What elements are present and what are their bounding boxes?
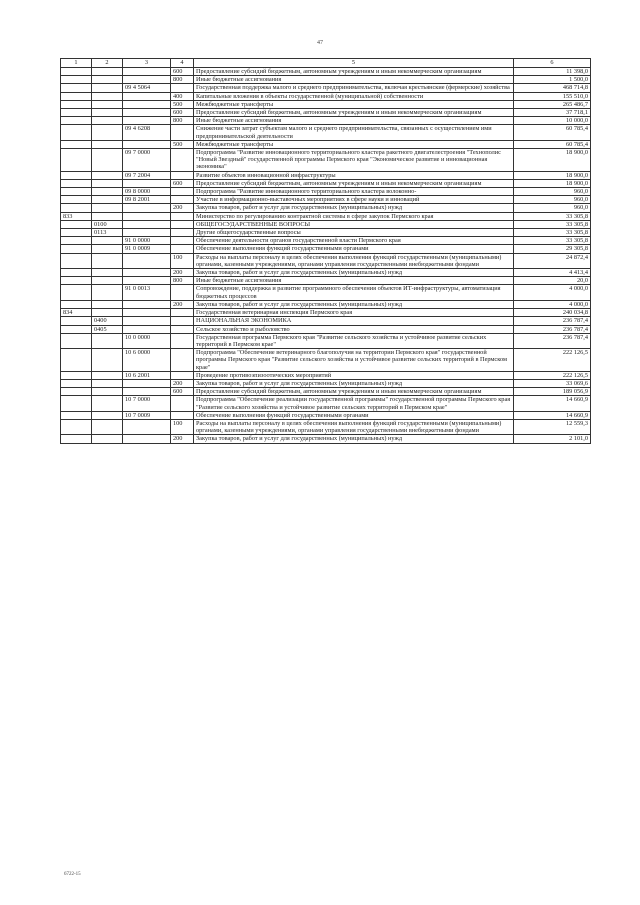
target-article-code-cell [123,300,171,308]
expense-type-code-cell [171,371,194,379]
ministry-code-cell [61,388,92,396]
amount-cell: 960,0 [514,204,591,212]
expense-type-code-cell [171,349,194,372]
section-code-cell [92,245,123,253]
description-cell: Государственная ветеринарная инспекция Пермского края [194,309,514,317]
description-cell: Снижение части затрат субъектам малого и среднего предпринимательства, связанных с осуществлением ими предпринимательской деятельности [194,125,514,140]
ministry-code-cell [61,277,92,285]
ministry-code-cell [61,317,92,325]
ministry-code-cell [61,379,92,387]
ministry-code-cell [61,109,92,117]
amount-cell: 2 101,0 [514,435,591,443]
section-code-cell [92,285,123,300]
description-cell: Обеспечение деятельности органов государственной власти Пермского края [194,237,514,245]
section-code-cell [92,92,123,100]
section-code-cell [92,140,123,148]
expense-type-code-cell: 600 [171,179,194,187]
document-code: 6722-15 [64,872,81,877]
amount-cell: 18 900,0 [514,149,591,172]
ministry-code-cell [61,349,92,372]
expense-type-code-cell: 800 [171,277,194,285]
target-article-code-cell [123,309,171,317]
table-row [61,179,591,187]
target-article-code-cell [123,117,171,125]
expense-type-code-cell: 100 [171,419,194,434]
ministry-code-cell [61,419,92,434]
description-cell: Обеспечение выполнения функций государственными органами [194,245,514,253]
section-code-cell [92,117,123,125]
amount-cell: 33 305,8 [514,220,591,228]
target-article-code-cell: 09 7 2004 [123,171,171,179]
target-article-code-cell [123,76,171,84]
description-cell: Государственная программа Пермского края "Развитие сельского хозяйства и устойчивое развитие сельских территорий в Пермском крае" [194,333,514,348]
amount-cell: 33 305,8 [514,229,591,237]
section-code-cell [92,149,123,172]
table-row [61,117,591,125]
section-code-cell [92,109,123,117]
expense-type-code-cell [171,285,194,300]
amount-cell: 24 872,4 [514,253,591,268]
table-row [61,317,591,325]
section-code-cell [92,309,123,317]
table-row [61,379,591,387]
ministry-code-cell [61,125,92,140]
target-article-code-cell: 91 0 0013 [123,285,171,300]
section-code-cell [92,196,123,204]
target-article-code-cell [123,140,171,148]
description-cell: Участие в информационно-выставочных мероприятиях в сфере науки и инноваций [194,196,514,204]
description-cell: Расходы на выплаты персоналу в целях обеспечения выполнения функций государственными (муниципальными) органами, казенными учреждениями, органами управления государственными внебюджетными фондами [194,419,514,434]
section-code-cell [92,253,123,268]
target-article-code-cell: 09 8 0000 [123,188,171,196]
target-article-code-cell [123,68,171,76]
target-article-code-cell [123,204,171,212]
amount-cell: 20,0 [514,277,591,285]
section-code-cell: 0100 [92,220,123,228]
table-row [61,68,591,76]
target-article-code-cell [123,419,171,434]
expense-type-code-cell [171,149,194,172]
target-article-code-cell: 10 0 0000 [123,333,171,348]
expense-type-code-cell: 600 [171,68,194,76]
amount-cell: 236 787,4 [514,325,591,333]
amount-cell: 60 785,4 [514,140,591,148]
ministry-code-cell [61,325,92,333]
amount-cell: 468 714,8 [514,84,591,92]
description-cell: Закупка товаров, работ и услуг для государственных (муниципальных) нужд [194,300,514,308]
section-code-cell [92,204,123,212]
section-code-cell [92,125,123,140]
expense-type-code-cell [171,396,194,411]
amount-cell: 155 510,0 [514,92,591,100]
section-code-cell [92,300,123,308]
target-article-code-cell: 91 0 0000 [123,237,171,245]
table-row [61,171,591,179]
table-row [61,109,591,117]
table-row [61,435,591,443]
ministry-code-cell [61,76,92,84]
target-article-code-cell: 91 0 0009 [123,245,171,253]
ministry-code-cell [61,411,92,419]
amount-cell: 4 000,0 [514,300,591,308]
description-cell: Межбюджетные трансферты [194,140,514,148]
table-row [61,388,591,396]
amount-cell: 236 787,4 [514,317,591,325]
table-row [61,269,591,277]
table-row [61,188,591,196]
table-row [61,229,591,237]
amount-cell: 33 305,8 [514,212,591,220]
header-cell: 1 [61,59,92,68]
ministry-code-cell [61,140,92,148]
table-row [61,309,591,317]
table-row [61,300,591,308]
description-cell: Государственная поддержка малого и среднего предпринимательства, включая крестьянские (фермерские) хозяйства [194,84,514,92]
expense-type-code-cell: 600 [171,109,194,117]
expense-type-code-cell [171,237,194,245]
target-article-code-cell [123,220,171,228]
description-cell: ОБЩЕГОСУДАРСТВЕННЫЕ ВОПРОСЫ [194,220,514,228]
header-cell: 3 [123,59,171,68]
target-article-code-cell [123,277,171,285]
expense-type-code-cell: 200 [171,435,194,443]
description-cell: Предоставление субсидий бюджетным, автономным учреждениям и иным некоммерческим организациям [194,388,514,396]
section-code-cell [92,277,123,285]
description-cell: Предоставление субсидий бюджетным, автономным учреждениям и иным некоммерческим организациям [194,68,514,76]
expense-type-code-cell [171,245,194,253]
target-article-code-cell: 10 7 0000 [123,396,171,411]
table-row [61,92,591,100]
ministry-code-cell [61,68,92,76]
header-cell: 5 [194,59,514,68]
description-cell: Другие общегосударственные вопросы [194,229,514,237]
target-article-code-cell [123,253,171,268]
expense-type-code-cell: 500 [171,140,194,148]
section-code-cell [92,171,123,179]
description-cell: Подпрограмма "Обеспечение ветеринарного благополучия на территории Пермского края" государственной программы Пермского края "Развитие сельского хозяйства и устойчивое развитие сельских территорий в Пермском крае" [194,349,514,372]
expense-type-code-cell: 800 [171,117,194,125]
table-row [61,411,591,419]
amount-cell: 11 398,0 [514,68,591,76]
expense-type-code-cell [171,188,194,196]
table-row [61,76,591,84]
description-cell: Капитальные вложения в объекты государственной (муниципальной) собственности [194,92,514,100]
expense-type-code-cell: 200 [171,269,194,277]
description-cell: Подпрограмма "Развитие инновационного территориального кластера ракетного двигателестроения "Технополис "Новый Звездный" государственной программы Пермского края "Экономическое развитие и инновационная экономика" [194,149,514,172]
ministry-code-cell [61,196,92,204]
ministry-code-cell [61,435,92,443]
ministry-code-cell [61,333,92,348]
description-cell: Подпрограмма "Обеспечение реализации государственной программы" государственной программы Пермского края "Развитие сельского хозяйства и устойчивое развитие сельских территорий в Пермском крае" [194,396,514,411]
section-code-cell [92,388,123,396]
ministry-code-cell [61,237,92,245]
section-code-cell [92,188,123,196]
section-code-cell: 0113 [92,229,123,237]
target-article-code-cell [123,388,171,396]
section-code-cell [92,419,123,434]
ministry-code-cell [61,92,92,100]
table-row [61,204,591,212]
expense-type-code-cell: 600 [171,388,194,396]
table-row [61,237,591,245]
table-row [61,396,591,411]
table-row [61,245,591,253]
expense-type-code-cell [171,309,194,317]
ministry-code-cell [61,179,92,187]
description-cell: Иные бюджетные ассигнования [194,76,514,84]
target-article-code-cell [123,269,171,277]
expense-type-code-cell: 500 [171,100,194,108]
table-row [61,419,591,434]
table-row [61,149,591,172]
description-cell: Сопровождение, поддержка и развитие программного обеспечения объектов ИТ-инфраструктуры, автоматизация бюджетных процессов [194,285,514,300]
expense-type-code-cell [171,229,194,237]
amount-cell: 60 785,4 [514,125,591,140]
ministry-code-cell: 834 [61,309,92,317]
amount-cell: 960,0 [514,196,591,204]
expense-type-code-cell: 400 [171,92,194,100]
header-cell: 2 [92,59,123,68]
table-row [61,325,591,333]
description-cell: Проведение противоэпизоотических мероприятий [194,371,514,379]
target-article-code-cell [123,229,171,237]
table-row [61,212,591,220]
section-code-cell [92,237,123,245]
expense-type-code-cell [171,196,194,204]
table-row [61,253,591,268]
amount-cell: 240 034,8 [514,309,591,317]
description-cell: Закупка товаров, работ и услуг для государственных (муниципальных) нужд [194,269,514,277]
description-cell: НАЦИОНАЛЬНАЯ ЭКОНОМИКА [194,317,514,325]
amount-cell: 14 660,9 [514,411,591,419]
expense-type-code-cell [171,325,194,333]
expense-type-code-cell: 100 [171,253,194,268]
expense-type-code-cell: 800 [171,76,194,84]
expense-type-code-cell: 200 [171,300,194,308]
target-article-code-cell: 09 7 0000 [123,149,171,172]
ministry-code-cell [61,269,92,277]
table-row [61,277,591,285]
section-code-cell [92,269,123,277]
target-article-code-cell [123,379,171,387]
expense-type-code-cell [171,317,194,325]
section-code-cell [92,349,123,372]
budget-table [60,58,591,444]
amount-cell: 265 486,7 [514,100,591,108]
header-row [61,59,591,68]
amount-cell: 33 305,8 [514,237,591,245]
description-cell: Межбюджетные трансферты [194,100,514,108]
ministry-code-cell: 833 [61,212,92,220]
ministry-code-cell [61,84,92,92]
table-row [61,125,591,140]
ministry-code-cell [61,245,92,253]
description-cell: Закупка товаров, работ и услуг для государственных (муниципальных) нужд [194,379,514,387]
description-cell: Предоставление субсидий бюджетным, автономным учреждениям и иным некоммерческим организациям [194,179,514,187]
expense-type-code-cell [171,171,194,179]
target-article-code-cell: 09 4 5064 [123,84,171,92]
section-code-cell [92,379,123,387]
section-code-cell [92,371,123,379]
target-article-code-cell: 10 6 0000 [123,349,171,372]
description-cell: Иные бюджетные ассигнования [194,117,514,125]
target-article-code-cell: 09 8 2001 [123,196,171,204]
ministry-code-cell [61,253,92,268]
target-article-code-cell [123,317,171,325]
ministry-code-cell [61,171,92,179]
target-article-code-cell: 10 7 0009 [123,411,171,419]
description-cell: Закупка товаров, работ и услуг для государственных (муниципальных) нужд [194,204,514,212]
header-cell: 6 [514,59,591,68]
table-row [61,349,591,372]
expense-type-code-cell [171,220,194,228]
amount-cell: 960,0 [514,188,591,196]
ministry-code-cell [61,204,92,212]
description-cell: Подпрограмма "Развитие инновационного территориального кластера волоконно- [194,188,514,196]
target-article-code-cell [123,325,171,333]
ministry-code-cell [61,188,92,196]
amount-cell: 189 056,9 [514,388,591,396]
ministry-code-cell [61,149,92,172]
section-code-cell [92,435,123,443]
table-row [61,285,591,300]
section-code-cell [92,411,123,419]
section-code-cell: 0400 [92,317,123,325]
ministry-code-cell [61,371,92,379]
expense-type-code-cell [171,333,194,348]
amount-cell: 33 069,6 [514,379,591,387]
table-row [61,100,591,108]
amount-cell: 14 660,9 [514,396,591,411]
ministry-code-cell [61,229,92,237]
ministry-code-cell [61,285,92,300]
ministry-code-cell [61,300,92,308]
section-code-cell [92,100,123,108]
section-code-cell [92,76,123,84]
expense-type-code-cell [171,125,194,140]
section-code-cell [92,212,123,220]
amount-cell: 10 000,0 [514,117,591,125]
amount-cell: 18 900,0 [514,179,591,187]
description-cell: Предоставление субсидий бюджетным, автономным учреждениям и иным некоммерческим организациям [194,109,514,117]
expense-type-code-cell [171,411,194,419]
expense-type-code-cell [171,212,194,220]
table-row [61,140,591,148]
target-article-code-cell [123,92,171,100]
header-cell: 4 [171,59,194,68]
table-row [61,371,591,379]
target-article-code-cell: 09 4 6208 [123,125,171,140]
table-row [61,333,591,348]
target-article-code-cell [123,179,171,187]
expense-type-code-cell [171,84,194,92]
ministry-code-cell [61,100,92,108]
expense-type-code-cell: 200 [171,204,194,212]
description-cell: Развитие объектов инновационной инфраструктуры [194,171,514,179]
amount-cell: 12 559,3 [514,419,591,434]
section-code-cell [92,179,123,187]
amount-cell: 4 000,0 [514,285,591,300]
amount-cell: 222 126,5 [514,349,591,372]
target-article-code-cell [123,212,171,220]
table-row [61,220,591,228]
description-cell: Сельское хозяйство и рыболовство [194,325,514,333]
ministry-code-cell [61,117,92,125]
section-code-cell: 0405 [92,325,123,333]
amount-cell: 37 718,1 [514,109,591,117]
amount-cell: 236 787,4 [514,333,591,348]
description-cell: Обеспечение выполнения функций государственными органами [194,411,514,419]
amount-cell: 29 305,8 [514,245,591,253]
target-article-code-cell [123,100,171,108]
amount-cell: 222 126,5 [514,371,591,379]
description-cell: Министерство по регулированию контрактной системы в сфере закупок Пермского края [194,212,514,220]
description-cell: Закупка товаров, работ и услуг для государственных (муниципальных) нужд [194,435,514,443]
target-article-code-cell: 10 6 2001 [123,371,171,379]
target-article-code-cell [123,435,171,443]
ministry-code-cell [61,396,92,411]
ministry-code-cell [61,220,92,228]
section-code-cell [92,396,123,411]
expense-type-code-cell: 200 [171,379,194,387]
section-code-cell [92,333,123,348]
section-code-cell [92,68,123,76]
description-cell: Расходы на выплаты персоналу в целях обеспечения выполнения функций государственными (муниципальными) органами, казенными учреждениями, органами управления государственными внебюджетными фондами [194,253,514,268]
section-code-cell [92,84,123,92]
description-cell: Иные бюджетные ассигнования [194,277,514,285]
page-number: 47 [317,40,323,46]
table-row [61,84,591,92]
target-article-code-cell [123,109,171,117]
amount-cell: 18 900,0 [514,171,591,179]
table-row [61,196,591,204]
amount-cell: 4 413,4 [514,269,591,277]
amount-cell: 1 500,0 [514,76,591,84]
